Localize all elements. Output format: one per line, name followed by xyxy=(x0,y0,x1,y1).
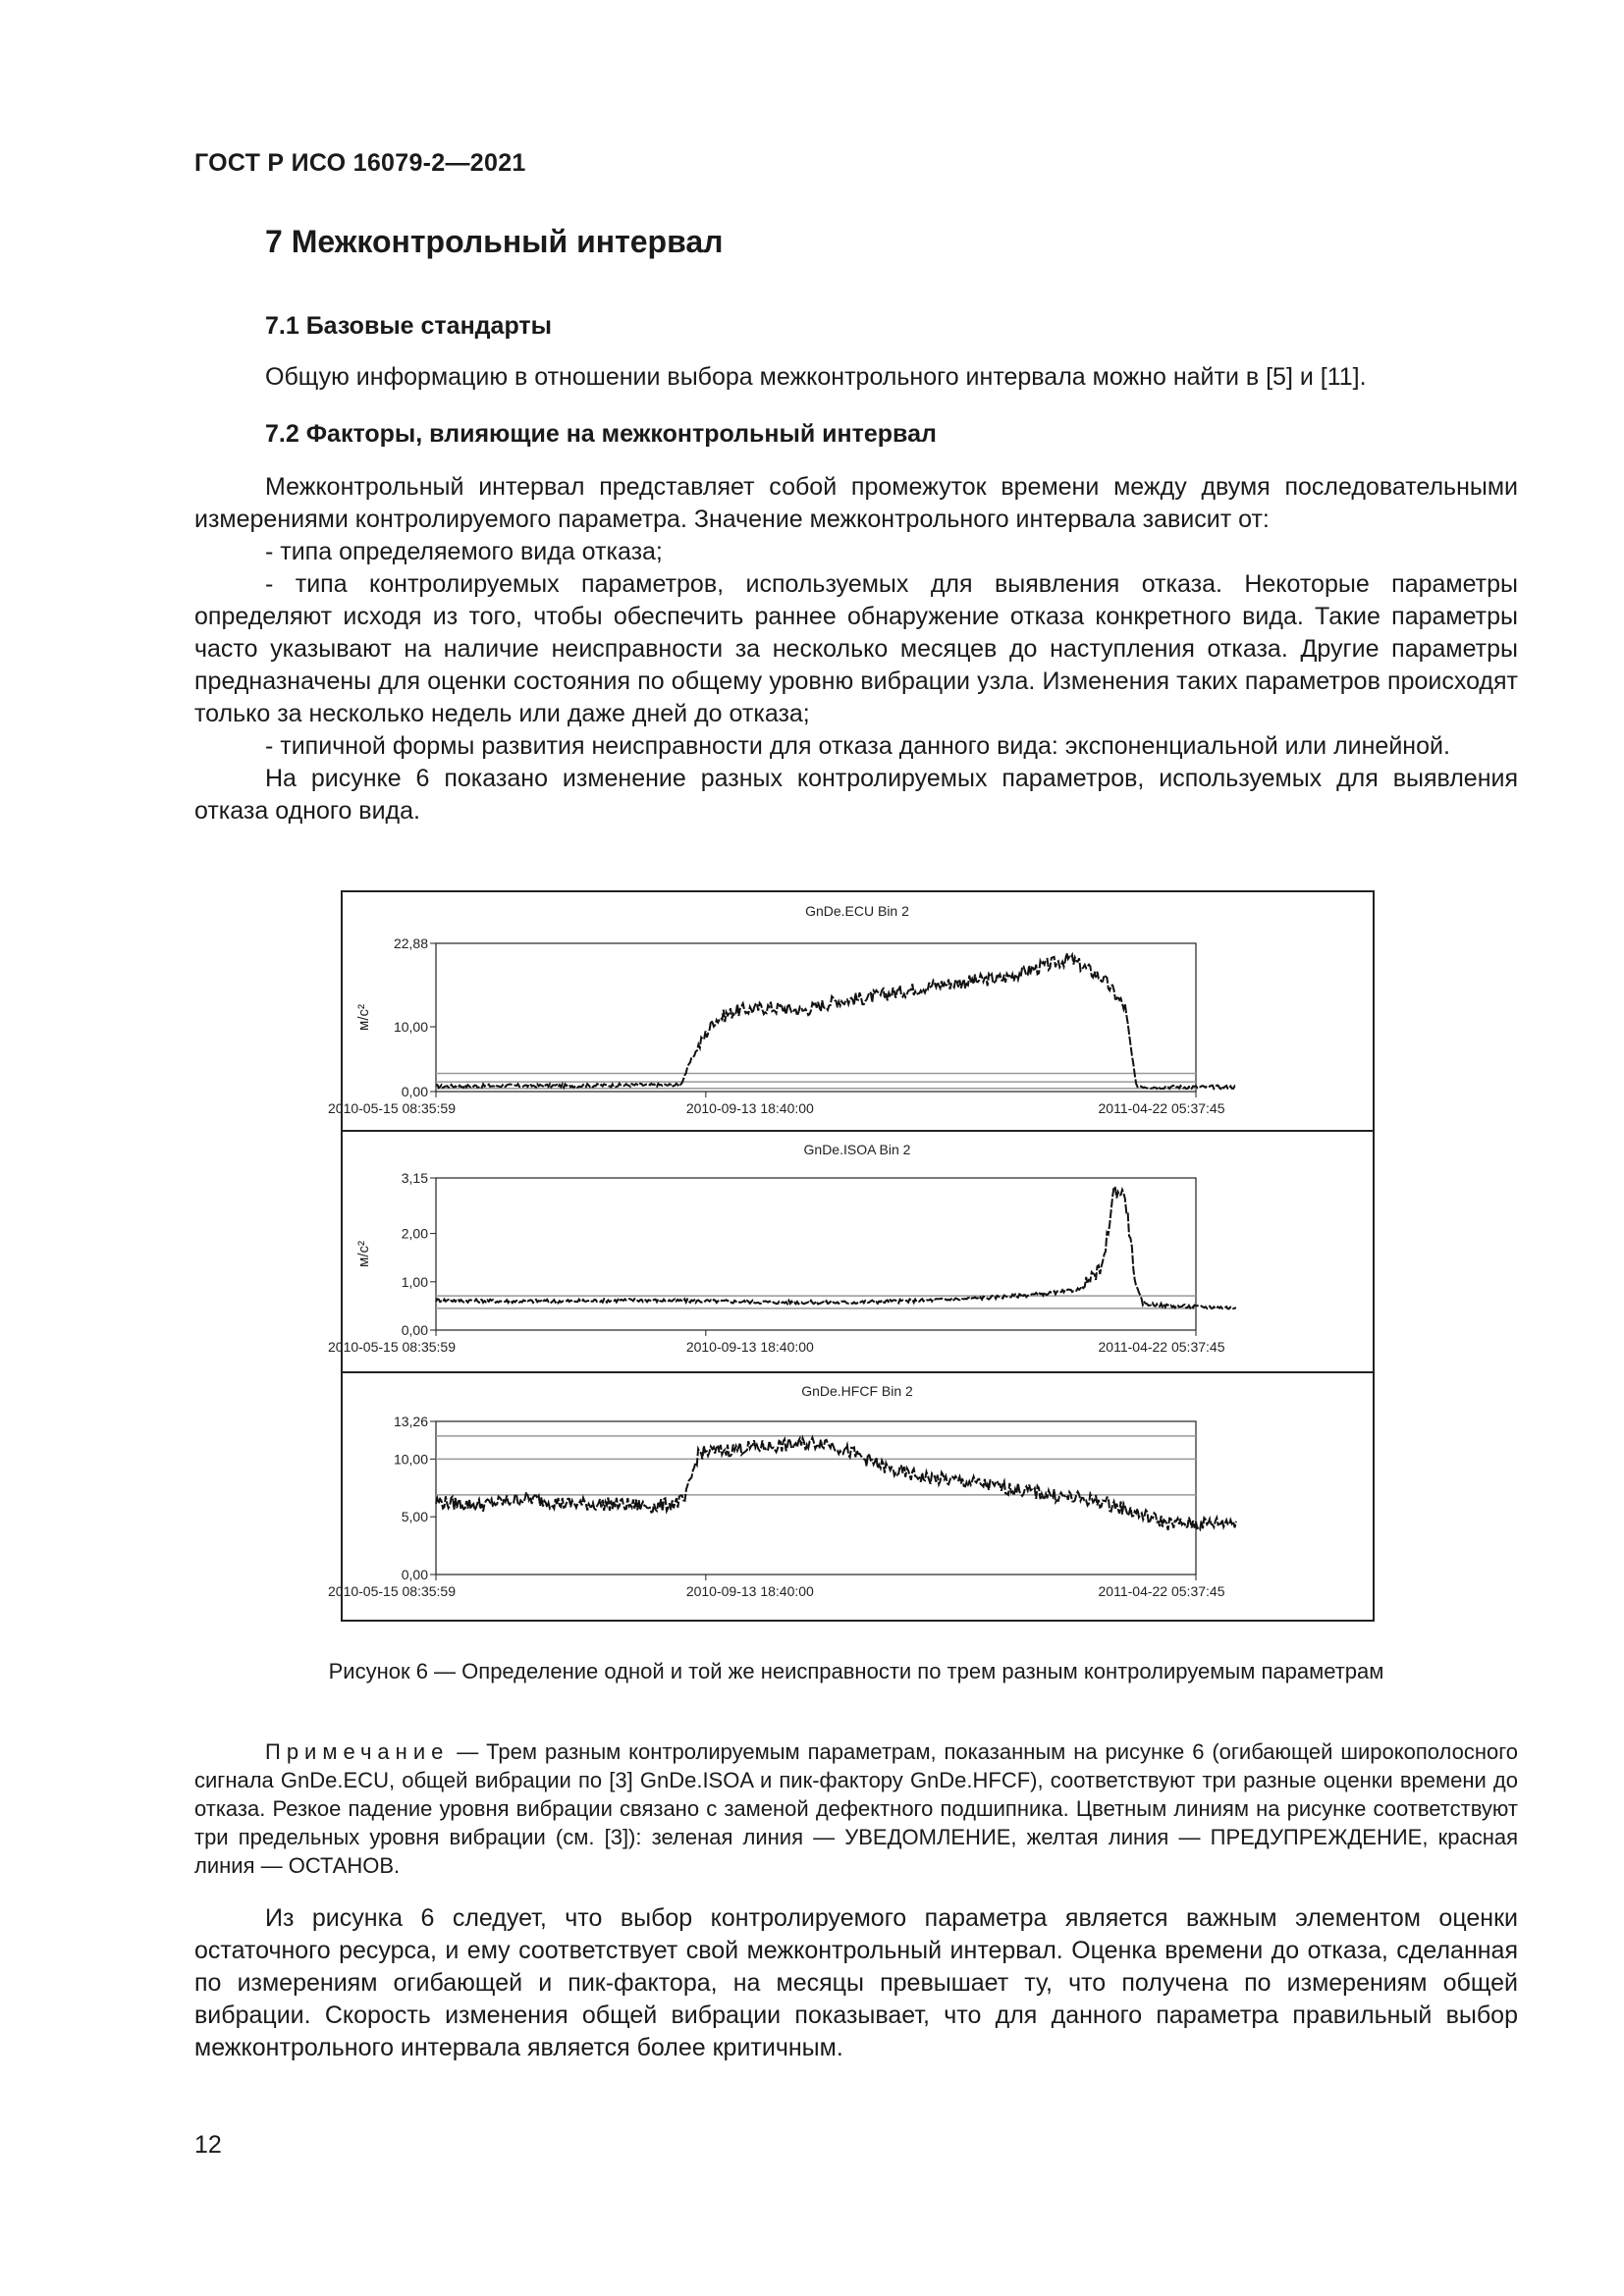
y-tick-label: 10,00 xyxy=(393,1019,428,1036)
x-tick-label: 2010-09-13 18:40:00 xyxy=(685,1339,814,1355)
list-item: - типа контролируемых параметров, используемых для выявления отказа. Некоторые параметры определяют исходя из того, чтобы обеспечить раннее обнаружение отказа конкретного вида. Такие параметры часто указывают на наличие неисправности за несколько месяцев до наступления отказа. Другие параметры предназначены для оценки состояния по общему уровню вибрации узла. Изменения таких параметров происходят только за несколько недель или даже дней до отказа; xyxy=(194,570,1518,727)
y-tick-label: 0,00 xyxy=(401,1084,428,1099)
y-tick-label: 13,26 xyxy=(393,1414,428,1429)
y-axis-label: м/с² xyxy=(355,1241,372,1267)
y-tick-label: 2,00 xyxy=(401,1225,428,1242)
y-tick-label: 5,00 xyxy=(401,1509,428,1525)
figure-6 xyxy=(328,890,1375,1622)
y-tick-label: 3,15 xyxy=(401,1170,428,1186)
chart-panel xyxy=(328,903,1236,1116)
note-label: Примечание xyxy=(265,1739,450,1764)
plot-area xyxy=(436,943,1196,1092)
document-header: ГОСТ Р ИСО 16079-2—2021 xyxy=(194,149,526,177)
figure-note xyxy=(194,1737,1518,1880)
conclusion xyxy=(194,1902,1518,2064)
subsection-1-paragraph: Общую информацию в отношении выбора межконтрольного интервала можно найти в [5] и [11]. xyxy=(265,363,1367,391)
data-series-line xyxy=(436,1187,1236,1308)
plot-area xyxy=(436,1178,1196,1330)
list-item: - типа определяемого вида отказа; xyxy=(265,538,663,565)
note-text: — Трем разным контролируемым параметрам, показанным на рисунке 6 (огибающей широкополосного сигнала GnDe.ECU, общей вибрации по [3] GnDe.ISOA и пик-фактору GnDe.HFCF), соответствуют три разные оценки времени до отказа. Резкое падение уровня вибрации связано с заменой дефектного подшипника. Цветным линиям на рисунке соответствуют три предельных уровня вибрации (см. [3]): зеленая линия — УВЕДОМЛЕНИЕ, желтая линия — ПРЕДУПРЕЖДЕНИЕ, красная линия — ОСТАНОВ. xyxy=(194,1739,1518,1878)
y-tick-label: 22,88 xyxy=(393,935,428,951)
subsection-2-body xyxy=(194,471,1518,828)
chart-title: GnDe.ECU Bin 2 xyxy=(805,903,909,919)
note-paragraph xyxy=(194,1737,1518,1880)
figure-caption: Рисунок 6 — Определение одной и той же неисправности по трем разным контролируемым параметрам xyxy=(328,1659,1384,1683)
x-tick-label: 2011-04-22 05:37:45 xyxy=(1098,1100,1225,1116)
chart-title: GnDe.ISOA Bin 2 xyxy=(803,1142,911,1157)
data-series-line xyxy=(436,1438,1236,1530)
y-tick-label: 0,00 xyxy=(401,1567,428,1582)
subsection-1-text xyxy=(194,361,1518,394)
chart-panel xyxy=(328,1131,1373,1355)
x-tick-label: 2010-09-13 18:40:00 xyxy=(685,1100,814,1116)
x-tick-label: 2010-05-15 08:35:59 xyxy=(328,1100,456,1116)
conclusion-paragraph: Из рисунка 6 следует, что выбор контролируемого параметра является важным элементом оценки остаточного ресурса, и ему соответствует свой межконтрольный интервал. Оценка времени до отказа, сделанная по измерениям огибающей и пик-фактора, на месяцы превышает ту, что получена по измерениям общей вибрации. Скорость изменения общей вибрации показывает, что для данного параметра правильный выбор межконтрольного интервала является более критичным. xyxy=(194,1904,1518,2061)
chart-title: GnDe.HFCF Bin 2 xyxy=(801,1383,913,1399)
x-tick-label: 2010-09-13 18:40:00 xyxy=(685,1583,814,1599)
x-tick-label: 2010-05-15 08:35:59 xyxy=(328,1339,456,1355)
list-item: - типичной формы развития неисправности для отказа данного вида: экспоненциальной или линейной. xyxy=(265,732,1450,760)
y-tick-label: 10,00 xyxy=(393,1451,428,1468)
x-tick-label: 2010-05-15 08:35:59 xyxy=(328,1583,456,1599)
figure-reference-paragraph: На рисунке 6 показано изменение разных контролируемых параметров, используемых для выявления отказа одного вида. xyxy=(194,765,1518,825)
x-tick-label: 2011-04-22 05:37:45 xyxy=(1098,1583,1225,1599)
y-axis-label: м/с² xyxy=(355,1004,372,1031)
section-title: 7 Межконтрольный интервал xyxy=(265,224,724,259)
page-number: 12 xyxy=(194,2131,222,2159)
subsection-1-title: 7.1 Базовые стандарты xyxy=(265,312,552,340)
chart-panel xyxy=(328,1372,1373,1599)
figure-6-charts xyxy=(328,892,1373,1620)
x-tick-label: 2011-04-22 05:37:45 xyxy=(1098,1339,1225,1355)
data-series-line xyxy=(436,953,1236,1089)
y-tick-label: 0,00 xyxy=(401,1322,428,1338)
y-tick-label: 1,00 xyxy=(401,1273,428,1290)
subsection-2-title: 7.2 Факторы, влияющие на межконтрольный интервал xyxy=(265,420,937,448)
intro-paragraph: Межконтрольный интервал представляет собой промежуток времени между двумя последовательными измерениями контролируемого параметра. Значение межконтрольного интервала зависит от: xyxy=(194,473,1518,533)
